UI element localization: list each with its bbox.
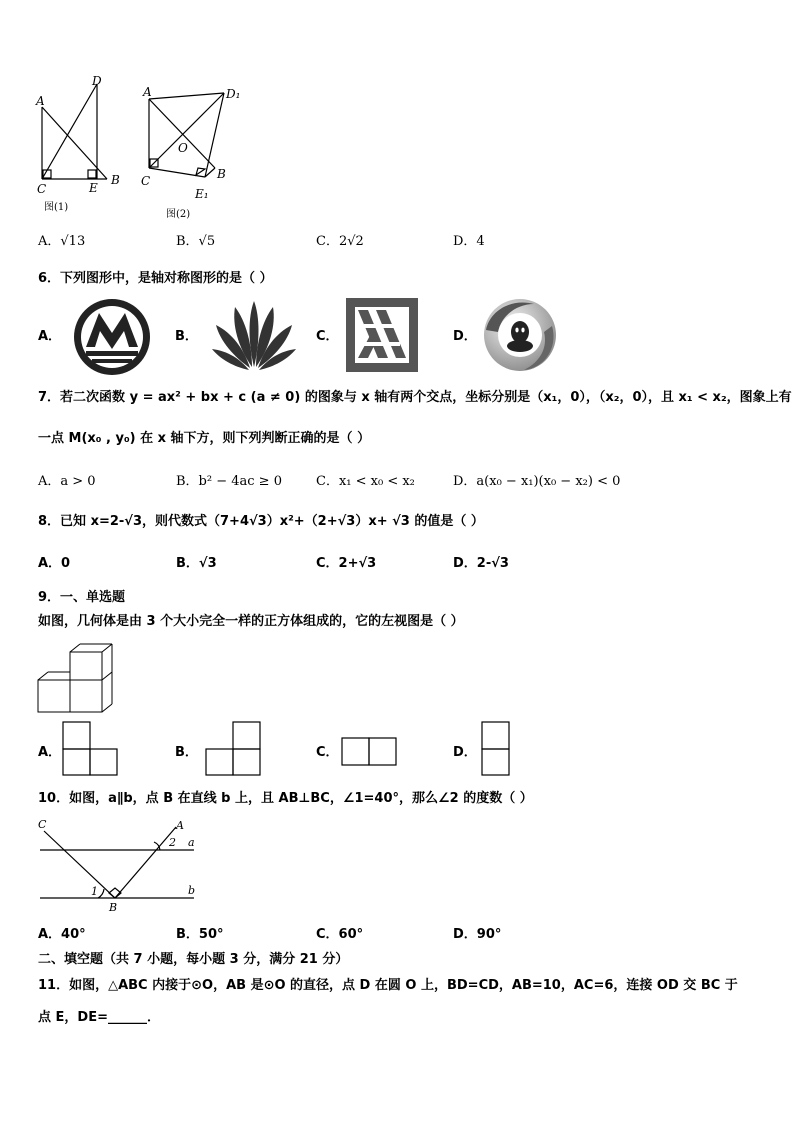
label-line-b: b bbox=[188, 884, 196, 897]
figure-caption: 图(1) bbox=[44, 202, 69, 213]
q7-option-b[interactable]: B．b² − 4ac ≥ 0 bbox=[176, 474, 282, 489]
q11-stem-line-2: 点 E，DE=______． bbox=[38, 1010, 160, 1025]
q9-label-d[interactable]: D． bbox=[453, 745, 477, 760]
q5-figure-1 bbox=[34, 74, 130, 219]
label-o: O bbox=[178, 141, 188, 155]
q8-option-b[interactable]: B．√3 bbox=[176, 556, 217, 571]
q5-option-a[interactable]: A．√13 bbox=[38, 234, 86, 249]
q7-stem-line-2: 一点 M(x₀ , y₀) 在 x 轴下方，则下列判断正确的是（ ） bbox=[38, 431, 371, 446]
q7-option-a[interactable]: A．a > 0 bbox=[38, 474, 96, 489]
q7-option-c[interactable]: C．x₁ < x₀ < x₂ bbox=[316, 474, 415, 489]
q9-option-d-view[interactable] bbox=[481, 721, 511, 777]
label-line-a: a bbox=[188, 836, 195, 849]
q9-label-a[interactable]: A． bbox=[38, 745, 62, 760]
section-heading: 二、填空题（共 7 小题，每小题 3 分，满分 21 分） bbox=[38, 952, 349, 967]
metro-logo bbox=[72, 297, 152, 377]
label-e: E bbox=[89, 181, 98, 195]
huawei-logo bbox=[208, 297, 300, 373]
qq-browser-logo bbox=[482, 296, 558, 374]
q10-figure bbox=[36, 815, 206, 915]
label-c: C bbox=[141, 174, 151, 188]
label-c: C bbox=[38, 818, 47, 831]
q5-option-c[interactable]: C．2√2 bbox=[316, 234, 364, 249]
zigzag-logo bbox=[344, 296, 420, 374]
q9-option-c-view[interactable] bbox=[341, 737, 397, 767]
q8-option-a[interactable]: A．0 bbox=[38, 556, 71, 571]
q5-figure-2 bbox=[138, 80, 248, 225]
q6-label-c[interactable]: C． bbox=[316, 329, 339, 344]
label-d: D bbox=[92, 74, 102, 88]
q9-label-b[interactable]: B． bbox=[175, 745, 198, 760]
q9-stem: 如图，几何体是由 3 个大小完全一样的正方体组成的，它的左视图是（ ） bbox=[38, 614, 464, 629]
label-angle-1: 1 bbox=[91, 885, 98, 898]
label-b: B bbox=[109, 901, 118, 914]
label-a: A bbox=[176, 819, 184, 832]
q8-option-c[interactable]: C．2+√3 bbox=[316, 556, 377, 571]
q5-option-b[interactable]: B．√5 bbox=[176, 234, 216, 249]
q9-option-a-view[interactable] bbox=[62, 721, 118, 777]
cube-solid-figure bbox=[36, 642, 116, 716]
label-e1: E₁ bbox=[195, 187, 209, 201]
q11-stem-line-1: 11．如图，△ABC 内接于⊙O，AB 是⊙O 的直径，点 D 在圆 O 上，BD=CD，AB=10，AC=6，连接 OD 交 BC 于 bbox=[38, 978, 738, 993]
q8-stem: 8．已知 x=2-√3，则代数式（7+4√3）x²+（2+√3）x+ √3 的值是（ ） bbox=[38, 514, 484, 529]
q8-option-d[interactable]: D．2-√3 bbox=[453, 556, 509, 571]
q10-option-c[interactable]: C．60° bbox=[316, 927, 364, 942]
label-b: B bbox=[217, 167, 226, 181]
label-a: A bbox=[143, 85, 152, 99]
q7-option-d[interactable]: D．a(x₀ − x₁)(x₀ − x₂) < 0 bbox=[453, 474, 621, 489]
q9-heading: 9．一、单选题 bbox=[38, 590, 126, 605]
q10-option-b[interactable]: B．50° bbox=[176, 927, 224, 942]
q10-stem: 10．如图，a∥b，点 B 在直线 b 上，且 AB⊥BC，∠1=40°，那么∠2 的度数（ ） bbox=[38, 791, 533, 806]
figure-caption: 图(2) bbox=[166, 209, 191, 220]
q7-stem-line-1: 7．若二次函数 y = ax² + bx + c (a ≠ 0) 的图象与 x 轴有两个交点，坐标分别是（x₁，0），（x₂，0），且 x₁ < x₂，图象上有 bbox=[38, 390, 792, 405]
q9-option-b-view[interactable] bbox=[205, 721, 261, 777]
label-d1: D₁ bbox=[226, 87, 241, 101]
q6-stem: 6．下列图形中，是轴对称图形的是（ ） bbox=[38, 271, 273, 286]
q5-option-d[interactable]: D．4 bbox=[453, 234, 485, 249]
q6-label-d[interactable]: D． bbox=[453, 329, 477, 344]
q9-label-c[interactable]: C． bbox=[316, 745, 339, 760]
q10-option-a[interactable]: A．40° bbox=[38, 927, 86, 942]
q10-option-d[interactable]: D．90° bbox=[453, 927, 502, 942]
label-c: C bbox=[37, 182, 47, 196]
label-b: B bbox=[111, 173, 120, 187]
q6-label-a[interactable]: A． bbox=[38, 329, 62, 344]
q6-label-b[interactable]: B． bbox=[175, 329, 198, 344]
label-a: A bbox=[36, 94, 45, 108]
label-angle-2: 2 bbox=[169, 836, 176, 849]
